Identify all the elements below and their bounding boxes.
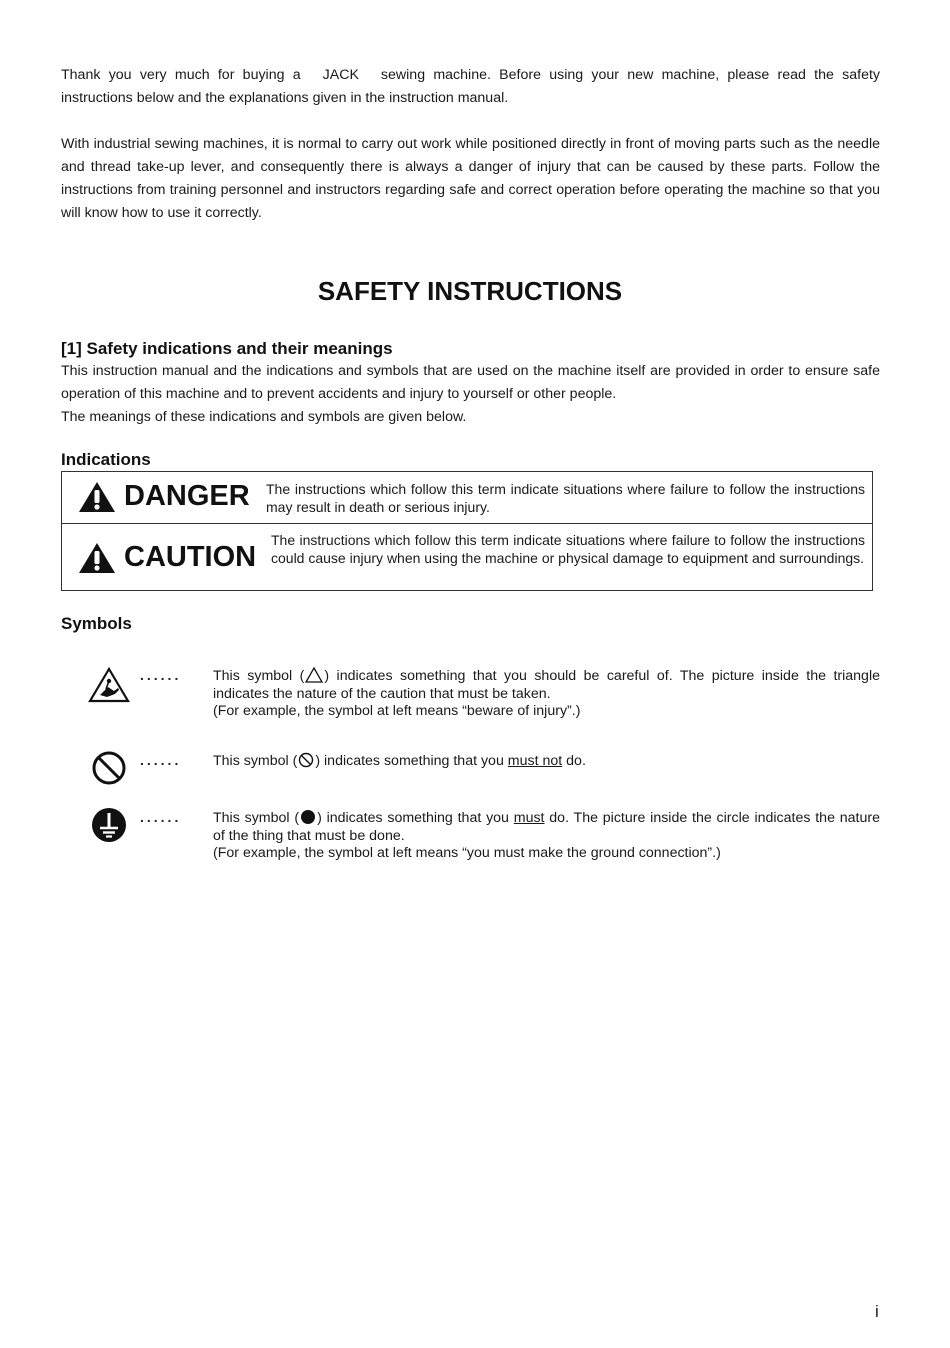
prohibit-text-3: do. <box>566 753 586 769</box>
careful-description <box>213 667 880 721</box>
mandatory-example: (For example, the symbol at left means “you must make the ground connection”.) <box>213 845 721 861</box>
intro-paragraph-1 <box>61 64 880 110</box>
prohibit-emphasis: must not <box>507 753 563 769</box>
triangle-outline-icon <box>305 667 323 683</box>
hand-hazard-triangle-icon <box>88 667 130 703</box>
page-title: SAFETY INSTRUCTIONS <box>317 276 623 306</box>
intro-paragraph-2: With industrial sewing machines, it is normal to carry out work while positioned directly in front of moving parts such as the needle and thread take-up lever, and consequently there is always a danger of injury that can be caused by these parts. Follow the instructions from training personnel and instructors regarding safe and correct operation before operating the machine so that you will know how to use it correctly. <box>61 136 880 221</box>
prohibition-small-icon <box>298 752 314 768</box>
filled-circle-icon <box>300 809 316 825</box>
caution-word: CAUTION <box>124 541 257 573</box>
danger-description: The instructions which follow this term indicate situations where failure to follow the instructions may result in death or serious injury. <box>266 481 865 515</box>
caution-description: The instructions which follow this term indicate situations where failure to follow the instructions could cause injury when using the machine or physical damage to equipment and surroundings. <box>271 532 865 566</box>
intro-text-before: Thank you very much for buying a <box>61 67 301 83</box>
mandatory-description <box>213 809 880 863</box>
mandatory-text-1: This symbol ( <box>213 810 300 826</box>
mandatory-text-2: ) indicates something that you <box>317 810 509 826</box>
brand-name: JACK <box>322 67 359 83</box>
caution-row <box>62 524 872 590</box>
ground-connection-icon <box>91 807 127 843</box>
prohibition-icon <box>91 750 127 786</box>
prohibit-text-1: This symbol ( <box>213 753 298 769</box>
warning-triangle-icon <box>78 542 116 574</box>
intro-text-after: sewing machine. Before using your new machine, please read the safety instructions below and the explanations given in the instruction manual. <box>61 67 880 106</box>
indications-table <box>61 471 873 591</box>
danger-row <box>62 472 872 524</box>
prohibit-text-2: ) indicates something that you <box>315 753 504 769</box>
page-number: i <box>875 1302 879 1321</box>
mandatory-emphasis: must <box>513 810 545 826</box>
caution-label <box>78 541 256 574</box>
section-body-line-1: This instruction manual and the indications and symbols that are used on the machine itself are provided in order to ensure safe operation of this machine and to prevent accidents and injury to yourself or other people. <box>61 363 880 402</box>
prohibit-description <box>213 752 880 771</box>
danger-word: DANGER <box>124 480 250 512</box>
mandatory-text-3: do. The picture inside the circle indicates the nature of the thing that must be done. <box>213 810 880 844</box>
careful-text-2: ) indicates something that you should be careful of. The picture inside the triangle indicates the nature of the caution that must be taken. <box>213 668 880 702</box>
leader-dots: ...... <box>140 752 182 768</box>
section-body-line-2: The meanings of these indications and symbols are given below. <box>61 409 467 425</box>
danger-label <box>78 480 250 513</box>
indications-heading: Indications <box>61 450 151 469</box>
symbols-heading: Symbols <box>61 614 132 633</box>
section-heading-safety-indications: [1] Safety indications and their meanings <box>61 339 393 358</box>
warning-triangle-icon <box>78 481 116 513</box>
section-body <box>61 360 880 429</box>
careful-text-1: This symbol ( <box>213 668 305 684</box>
leader-dots: ...... <box>140 667 182 683</box>
careful-example: (For example, the symbol at left means “beware of injury”.) <box>213 703 581 719</box>
leader-dots: ...... <box>140 809 182 825</box>
